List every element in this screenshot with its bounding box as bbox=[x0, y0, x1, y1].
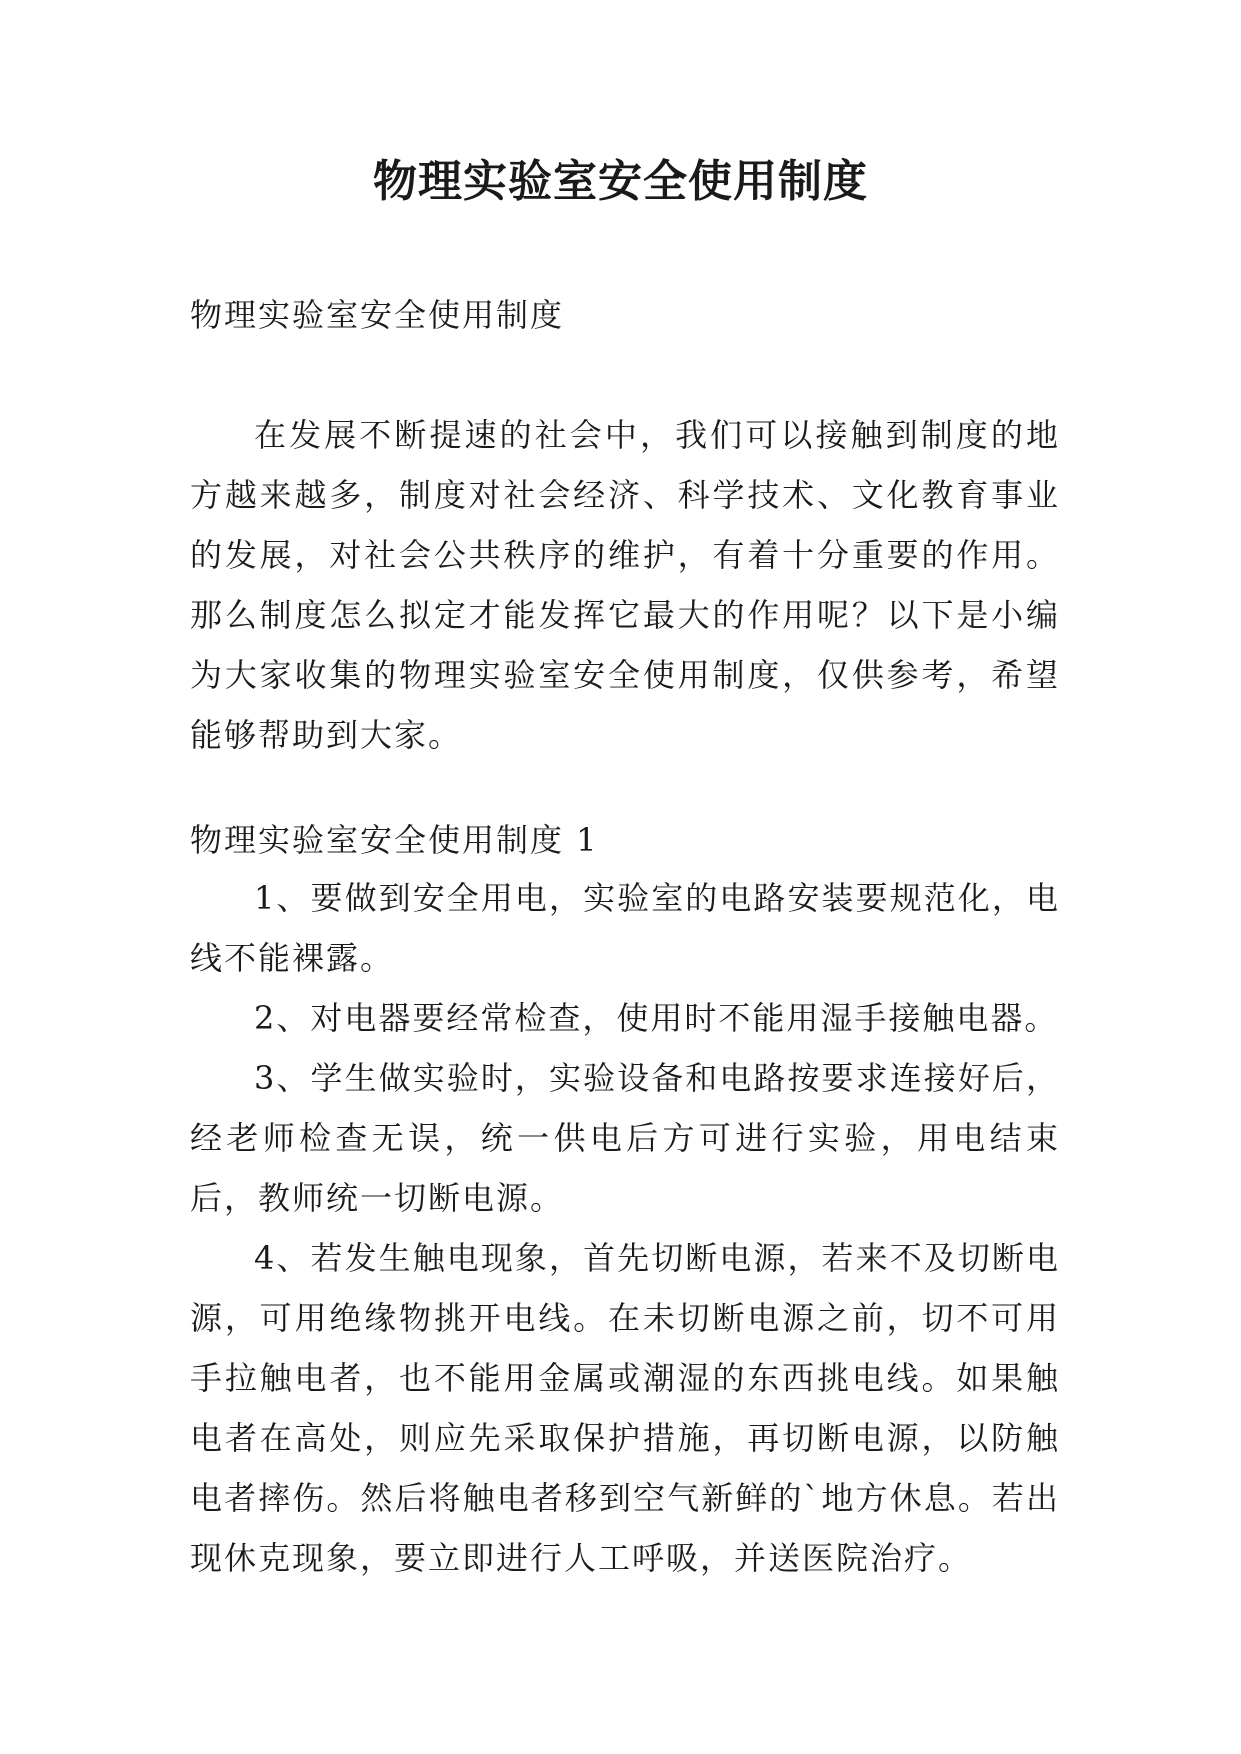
rule-item-1: 1、要做到安全用电，实验室的电路安装要规范化，电线不能裸露。 bbox=[190, 879, 1060, 977]
rule-item-4: 4、若发生触电现象，首先切断电源，若来不及切断电源，可用绝缘物挑开电线。在未切断电源之前，切不可用手拉触电者，也不能用金属或潮湿的东西挑电线。如果触电者在高处，则应先采取保护措施，再切断电源，以防触电者摔伤。然后将触电者移到空气新鲜的`地方休息。若出现休克现象，要立即进行人工呼吸，并送医院治疗。 bbox=[190, 1239, 1060, 1577]
document-subtitle: 物理实验室安全使用制度 bbox=[190, 296, 565, 334]
rule-item-2: 2、对电器要经常检查，使用时不能用湿手接触电器。 bbox=[254, 999, 1059, 1037]
intro-paragraph: 在发展不断提速的社会中，我们可以接触到制度的地方越来越多，制度对社会经济、科学技术、文化教育事业的发展，对社会公共秩序的维护，有着十分重要的作用。那么制度怎么拟定才能发挥它最大的作用呢？以下是小编为大家收集的物理实验室安全使用制度，仅供参考，希望能够帮助到大家。 bbox=[190, 416, 1060, 754]
section-heading: 物理实验室安全使用制度 1 bbox=[190, 821, 599, 859]
rule-item-3: 3、学生做实验时，实验设备和电路按要求连接好后，经老师检查无误，统一供电后方可进行实验，用电结束后，教师统一切断电源。 bbox=[190, 1059, 1060, 1217]
page-title: 物理实验室安全使用制度 bbox=[373, 156, 868, 207]
